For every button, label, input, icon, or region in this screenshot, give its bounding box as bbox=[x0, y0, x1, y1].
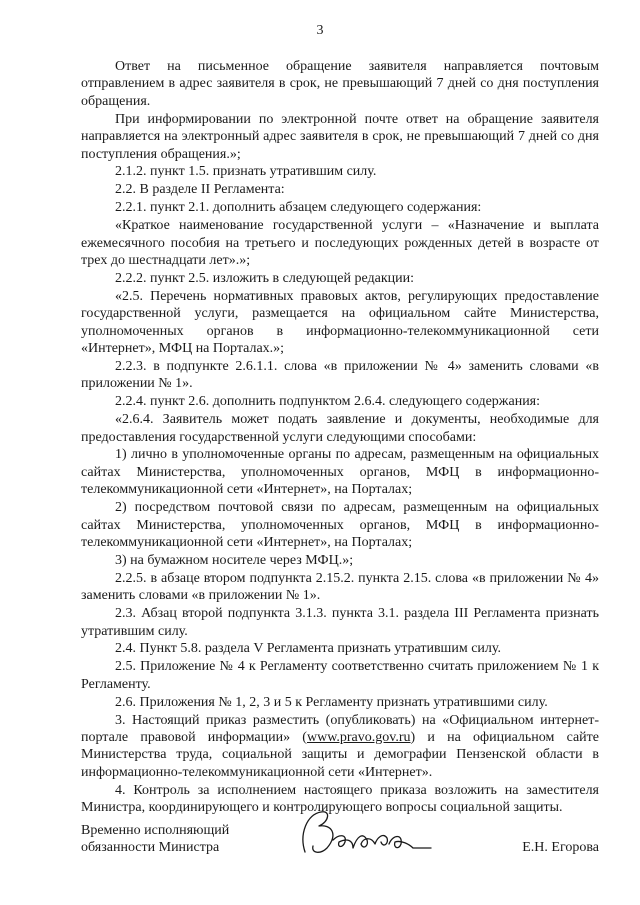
document-body bbox=[81, 58, 599, 816]
handwritten-signature bbox=[291, 804, 441, 864]
publish-text-after: ) и на официальном сайте Министерства труда, социальной защиты и демографии Пензенской области в информационно-телекоммуникационной сети «Интернет». bbox=[81, 729, 600, 780]
signature-stroke bbox=[303, 812, 431, 852]
pravo-gov-link[interactable]: www.pravo.gov.ru bbox=[306, 729, 411, 745]
paragraph: 2.4. Пункт 5.8. раздела V Регламента признать утратившим силу. bbox=[115, 641, 501, 657]
paragraph: Ответ на письменное обращение заявителя направляется почтовым отправлением в адрес заявителя в срок, не превышающий 7 дней со дня поступления обращения. bbox=[81, 59, 599, 109]
paragraph: «2.5. Перечень нормативных правовых актов, регулирующих предоставление государственной услуги, размещается на официальном сайте Министерства, уполномоченных органов в информационно-телекоммуникационной сети «Интернет», МФЦ на Порталах.»; bbox=[81, 288, 599, 356]
signature-block bbox=[81, 822, 599, 872]
paragraph: 2.5. Приложение № 4 к Регламенту соответственно считать приложением № 1 к Регламенту. bbox=[81, 659, 599, 692]
paragraph: 2.2.1. пункт 2.1. дополнить абзацем следующего содержания: bbox=[115, 200, 482, 216]
signatory-title-line2: обязанности Министра bbox=[81, 840, 220, 855]
paragraph: 2.2.4. пункт 2.6. дополнить подпунктом 2.6.4. следующего содержания: bbox=[115, 394, 541, 410]
paragraph: При информировании по электронной почте ответ на обращение заявителя направляется на электронный адрес заявителя в срок, не превышающий 7 дней со дня поступления обращения.»; bbox=[81, 111, 599, 162]
page-number: 3 bbox=[316, 23, 324, 38]
publish-paragraph bbox=[81, 712, 599, 782]
paragraph: 3) на бумажном носителе через МФЦ.»; bbox=[115, 552, 354, 568]
paragraph: 2.6. Приложения № 1, 2, 3 и 5 к Регламенту признать утратившими силу. bbox=[115, 694, 548, 710]
control-paragraph: 4. Контроль за исполнением настоящего приказа возложить на заместителя Министра, координирующего и контролирующего вопросы социальной защиты. bbox=[81, 782, 599, 816]
paragraph: 2.2.5. в абзаце втором подпункта 2.15.2. пункта 2.15. слова «в приложении № 4» заменить словами «в приложении № 1». bbox=[81, 570, 599, 604]
paragraph: 2.3. Абзац второй подпункта 3.1.3. пункта 3.1. раздела III Регламента признать утратившим силу. bbox=[81, 606, 599, 639]
signatory-title bbox=[81, 822, 229, 856]
paragraph: 2.2.3. в подпункте 2.6.1.1. слова «в приложении № 4» заменить словами «в приложении № 1». bbox=[81, 358, 599, 392]
paragraph: 2.2. В разделе II Регламента: bbox=[115, 182, 285, 198]
paragraph: «2.6.4. Заявитель может подать заявление и документы, необходимые для предоставления государственной услуги следующими способами: bbox=[81, 412, 599, 445]
paragraph: 2) посредством почтовой связи по адресам, размещенным на официальных сайтах Министерства, уполномоченных органов, МФЦ в информационно-телекоммуникационной сети «Интернет», на Порталах; bbox=[81, 500, 599, 550]
paragraph: 2.1.2. пункт 1.5. признать утратившим силу. bbox=[115, 164, 377, 180]
signatory-name: Е.Н. Егорова bbox=[522, 840, 599, 855]
publish-text-before: 3. Настоящий приказ разместить (опубликовать) на «Официальном интернет-портале правовой информации» ( bbox=[81, 712, 599, 745]
signatory-title-line1: Временно исполняющий bbox=[81, 823, 230, 838]
paragraph: 1) лично в уполномоченные органы по адресам, размещенным на официальных сайтах Министерства, уполномоченных органов, МФЦ в информационно-телекоммуникационной сети «Интернет», на Порталах; bbox=[81, 447, 599, 498]
paragraph: «Краткое наименование государственной услуги – «Назначение и выплата ежемесячного пособия на третьего и последующих рожденных детей в возрасте от трех до шестнадцати лет».»; bbox=[81, 218, 599, 268]
paragraph: 2.2.2. пункт 2.5. изложить в следующей редакции: bbox=[115, 270, 414, 286]
